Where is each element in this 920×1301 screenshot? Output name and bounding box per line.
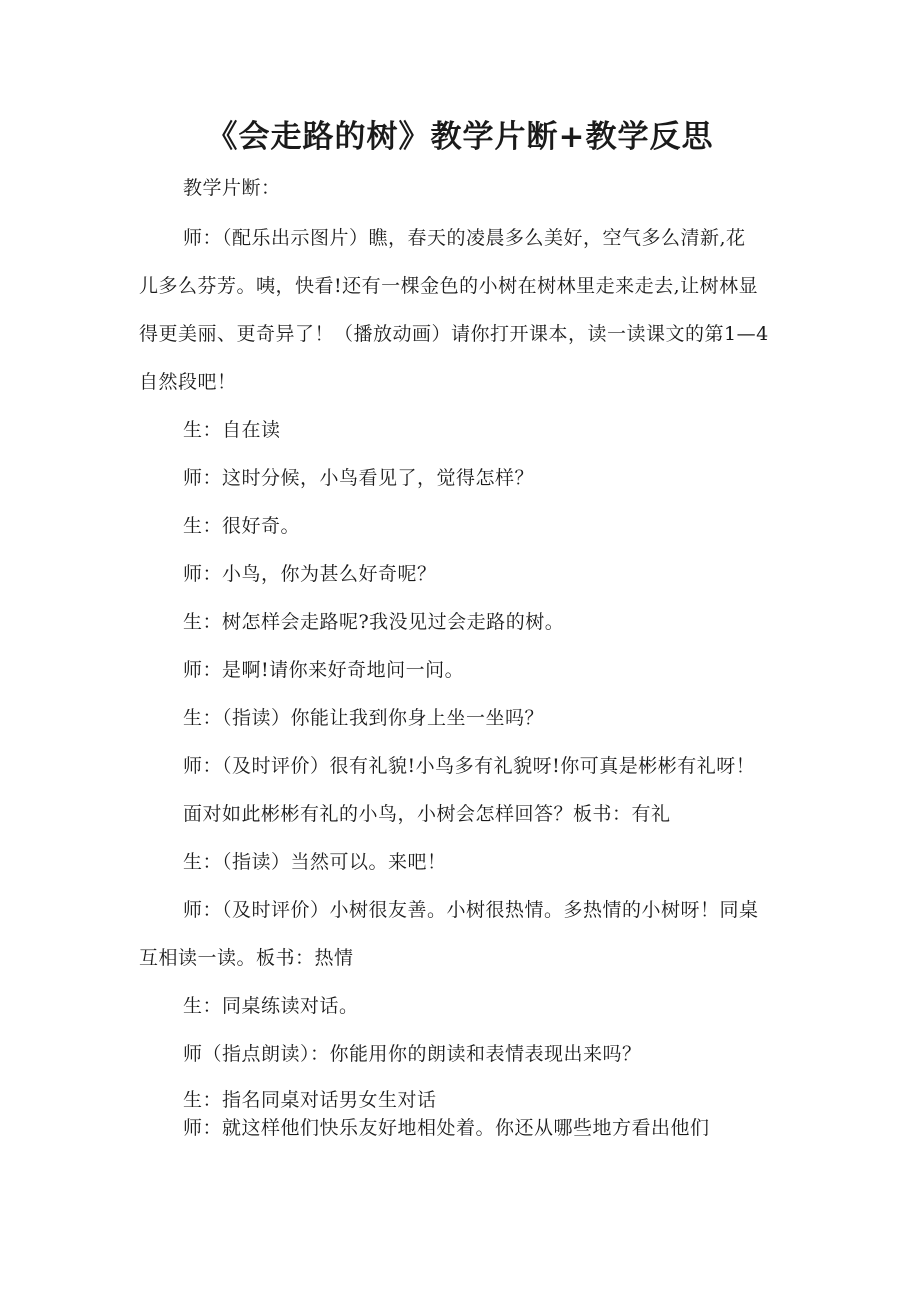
paragraph-line: 生：（指读）你能让我到你身上坐一坐吗？ xyxy=(183,707,545,729)
paragraph-line: 师：就这样他们快乐友好地相处着。你还从哪些地方看出他们 xyxy=(183,1117,710,1139)
paragraph-line: 儿多么芬芳。咦，快看!还有一棵金色的小树在树林里走来走去,让树林显 xyxy=(139,275,759,297)
paragraph-line: 师（指点朗读）：你能用你的朗读和表情表现出来吗？ xyxy=(183,1043,642,1065)
paragraph-line: 教学片断： xyxy=(183,177,281,199)
paragraph-line: 师：小鸟，你为甚么好奇呢？ xyxy=(183,563,437,585)
paragraph-line: 生：树怎样会走路呢?我没见过会走路的树。 xyxy=(183,611,565,633)
paragraph-line: 师：（配乐出示图片）瞧，春天的凌晨多么美好，空气多么清新,花 xyxy=(183,227,746,249)
paragraph-line: 生：很好奇。 xyxy=(183,515,301,537)
paragraph-line: 生：（指读）当然可以。来吧！ xyxy=(183,851,447,873)
paragraph-line: 生：指名同桌对话男女生对话 xyxy=(183,1089,437,1111)
paragraph-line: 师：（及时评价）小树很友善。小树很热情。多热情的小树呀！同桌 xyxy=(183,899,759,921)
paragraph-line: 师：是啊!请你来好奇地问一问。 xyxy=(183,659,465,681)
paragraph-line: 自然段吧！ xyxy=(139,371,237,393)
document-title: 《会走路的树》教学片断+教学反思 xyxy=(206,119,714,155)
paragraph-line: 生：自在读 xyxy=(183,419,281,441)
paragraph-line: 师：（及时评价）很有礼貌!小鸟多有礼貌呀!你可真是彬彬有礼呀！ xyxy=(183,755,756,777)
paragraph-line: 生：同桌练读对话。 xyxy=(183,995,359,1017)
paragraph-line: 师：这时分候，小鸟看见了，觉得怎样？ xyxy=(183,467,535,489)
paragraph-line: 得更美丽、更奇异了！（播放动画）请你打开课本，读一读课文的第1—4 xyxy=(139,323,769,345)
paragraph-line: 互相读一读。板书：热情 xyxy=(139,947,354,969)
paragraph-line: 面对如此彬彬有礼的小鸟，小树会怎样回答？板书：有礼 xyxy=(183,803,671,825)
